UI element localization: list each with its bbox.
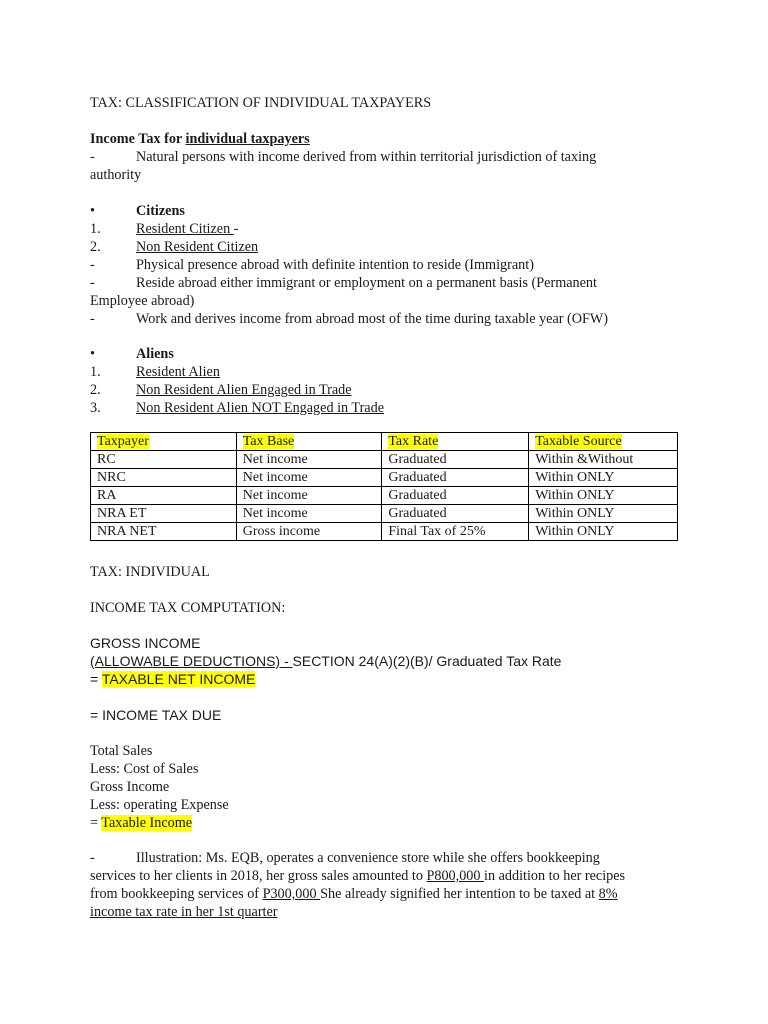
table-cell: Net income — [236, 451, 382, 469]
taxable-income-line: = Taxable Income — [90, 815, 193, 831]
income-tax-due-line: = INCOME TAX DUE — [90, 707, 222, 723]
table-cell: Gross income — [236, 523, 382, 541]
citizen-item-1: 1. Resident Citizen - — [90, 221, 239, 237]
table-row — [91, 487, 678, 505]
table-cell: Graduated — [382, 451, 529, 469]
citizens-heading: • Citizens — [90, 203, 185, 219]
less-cost-line: Less: Cost of Sales — [90, 761, 199, 777]
table-cell: NRA NET — [91, 523, 237, 541]
citizen-dash-3: - Work and derives income from abroad most of the time during taxable year (OFW) — [90, 311, 609, 327]
illustration-line2: services to her clients in 2018, her gross sales amounted to P800,000 in addition to her recipes — [90, 868, 626, 884]
table-cell: RA — [91, 487, 237, 505]
computation-heading: INCOME TAX COMPUTATION: — [90, 600, 286, 616]
taxable-income-highlight: Taxable Income — [101, 815, 193, 831]
aliens-heading: • Aliens — [90, 346, 174, 362]
alien-item-2: 2. Non Resident Alien Engaged in Trade — [90, 382, 352, 398]
table-cell: Within &Without — [529, 451, 678, 469]
page-heading: TAX: CLASSIFICATION OF INDIVIDUAL TAXPAYERS — [90, 95, 432, 111]
gross-income-label: GROSS INCOME — [90, 635, 201, 651]
illustration-line3: from bookkeeping services of P300,000 She already signified her intention to be taxed at 8% — [90, 886, 618, 902]
table-header-cell: Taxpayer — [91, 433, 237, 451]
round-bullet: • — [90, 203, 95, 219]
less-operating-line: Less: operating Expense — [90, 797, 229, 813]
table-row — [91, 469, 678, 487]
alien-item-3: 3. Non Resident Alien NOT Engaged in Trade — [90, 400, 384, 416]
gross-income-line: Gross Income — [90, 779, 170, 795]
table-header-row — [91, 433, 678, 451]
table-cell: Graduated — [382, 469, 529, 487]
table-cell: Net income — [236, 469, 382, 487]
individual-taxpayers-link: individual taxpayers — [185, 131, 310, 147]
total-sales-line: Total Sales — [90, 743, 153, 759]
natural-persons-line2: authority — [90, 167, 142, 183]
table-row — [91, 505, 678, 523]
table-cell: RC — [91, 451, 237, 469]
table-cell: Within ONLY — [529, 469, 678, 487]
table-cell: Final Tax of 25% — [382, 523, 529, 541]
taxable-net-income-highlight: TAXABLE NET INCOME — [101, 671, 256, 687]
table-cell: Within ONLY — [529, 487, 678, 505]
table-cell: NRA ET — [91, 505, 237, 523]
table-cell: Within ONLY — [529, 505, 678, 523]
table-header-cell: Tax Base — [236, 433, 382, 451]
table-cell: Within ONLY — [529, 523, 678, 541]
table-header-cell: Tax Rate — [382, 433, 529, 451]
citizen-item-2: 2. Non Resident Citizen — [90, 239, 259, 255]
citizen-dash-2-line2: Employee abroad) — [90, 293, 195, 309]
table-header-cell: Taxable Source — [529, 433, 678, 451]
dash-bullet: - — [90, 149, 95, 165]
table-row — [91, 451, 678, 469]
table-cell: Net income — [236, 487, 382, 505]
alien-item-1: 1. Resident Alien — [90, 364, 220, 380]
citizen-dash-1: - Physical presence abroad with definite intention to reside (Immigrant) — [90, 257, 534, 273]
citizen-dash-2: - Reside abroad either immigrant or employment on a permanent basis (Permanent — [90, 275, 597, 291]
table-cell: Graduated — [382, 505, 529, 523]
table-cell: Graduated — [382, 487, 529, 505]
round-bullet: • — [90, 346, 95, 362]
illustration-line4: income tax rate in her 1st quarter — [90, 904, 278, 920]
allowable-deductions-line: (ALLOWABLE DEDUCTIONS) - SECTION 24(A)(2)(B)/ Graduated Tax Rate — [90, 653, 562, 669]
tax-individual-heading: TAX: INDIVIDUAL — [90, 564, 210, 580]
taxable-net-income-line: = TAXABLE NET INCOME — [90, 671, 256, 687]
table-cell: NRC — [91, 469, 237, 487]
income-tax-line: Income Tax for individual taxpayers — [90, 131, 310, 147]
table-cell: Net income — [236, 505, 382, 523]
table-row — [91, 523, 678, 541]
taxpayer-table — [90, 432, 678, 541]
illustration-line1: - Illustration: Ms. EQB, operates a convenience store while she offers bookkeeping — [90, 850, 600, 866]
natural-persons-item: - Natural persons with income derived from within territorial jurisdiction of taxing — [90, 149, 597, 165]
